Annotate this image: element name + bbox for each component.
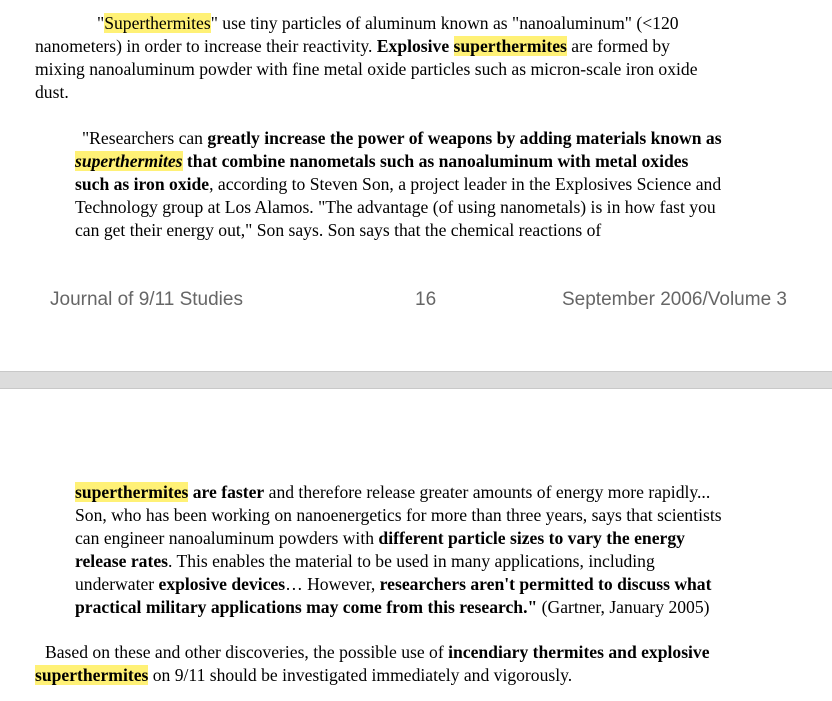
bold-text: that combine nanometals such as nanoaluminum with metal oxides	[182, 151, 689, 171]
footer-journal-name: Journal of 9/11 Studies	[50, 289, 243, 310]
text-run: "Researchers can	[82, 128, 208, 148]
text-line: Son, who has been working on nanoenergetics for more than three years, says that scientists	[75, 505, 722, 525]
text-run: (Gartner, January 2005)	[537, 597, 710, 617]
text-run: underwater	[75, 574, 159, 594]
text-run: "	[97, 13, 105, 33]
highlighted-term: superthermites	[35, 665, 149, 685]
text-line	[75, 173, 811, 196]
text-run: and therefore release greater amounts of energy more rapidly...	[264, 482, 711, 502]
highlighted-term: Superthermites	[104, 13, 211, 33]
bold-text: are faster	[188, 482, 265, 502]
text-run: on 9/11 should be investigated immediately and vigorously.	[148, 665, 573, 685]
text-line	[35, 664, 801, 687]
text-run: … However,	[285, 574, 380, 594]
text-run	[449, 36, 453, 56]
text-run: Based on these and other discoveries, the possible use of	[45, 642, 449, 662]
highlighted-term: superthermites	[75, 482, 189, 502]
page-break-gap	[0, 371, 832, 389]
text-line	[75, 573, 811, 596]
footer-page-number: 16	[415, 289, 437, 310]
text-line: dust.	[35, 82, 69, 102]
text-run: . This enables the material to be used in many applications, including	[167, 551, 655, 571]
document-page-17	[0, 389, 832, 701]
bold-text: release rates	[75, 551, 168, 571]
bold-text: Explosive	[376, 36, 450, 56]
bold-text: greatly increase the power of weapons by adding materials known as	[207, 128, 722, 148]
text-run: " use tiny particles of aluminum known as "nanoaluminum" (<120	[210, 13, 679, 33]
text-line	[35, 12, 797, 35]
italic-text: superthermites	[75, 151, 183, 171]
bold-text: researchers aren't permitted to discuss what	[379, 574, 712, 594]
text-run: are formed by	[566, 36, 670, 56]
text-line	[35, 35, 797, 58]
text-run: , according to Steven Son, a project leader in the Explosives Science and	[209, 174, 722, 194]
text-run: can engineer nanoaluminum powders with	[75, 528, 379, 548]
text-run: nanometers) in order to increase their reactivity.	[35, 36, 377, 56]
text-line: can get their energy out," Son says. Son says that the chemical reactions of	[75, 220, 602, 240]
paragraph-superthermites-intro	[35, 12, 797, 104]
bold-text: explosive devices	[158, 574, 286, 594]
text-line	[75, 550, 811, 573]
text-line	[75, 527, 811, 550]
text-line: mixing nanoaluminum powder with fine metal oxide particles such as micron-scale iron oxide	[35, 59, 698, 79]
paragraph-conclusion	[35, 641, 801, 687]
text-line	[75, 481, 811, 504]
text-line	[75, 127, 811, 150]
bold-text: incendiary thermites and explosive	[448, 642, 710, 662]
footer-date-volume: September 2006/Volume 3	[562, 289, 787, 310]
bold-text: practical military applications may come from this research."	[75, 597, 538, 617]
blockquote-researchers	[75, 127, 811, 242]
blockquote-continued	[75, 481, 811, 619]
bold-text: different particle sizes to vary the energy	[378, 528, 685, 548]
highlighted-term: superthermites	[453, 36, 567, 56]
highlighted-term	[75, 151, 183, 171]
text-line: Technology group at Los Alamos. "The advantage (of using nanometals) is in how fast you	[75, 197, 716, 217]
text-line	[35, 641, 801, 664]
text-line	[75, 596, 811, 619]
text-line	[75, 150, 811, 173]
bold-text: such as iron oxide	[75, 174, 210, 194]
